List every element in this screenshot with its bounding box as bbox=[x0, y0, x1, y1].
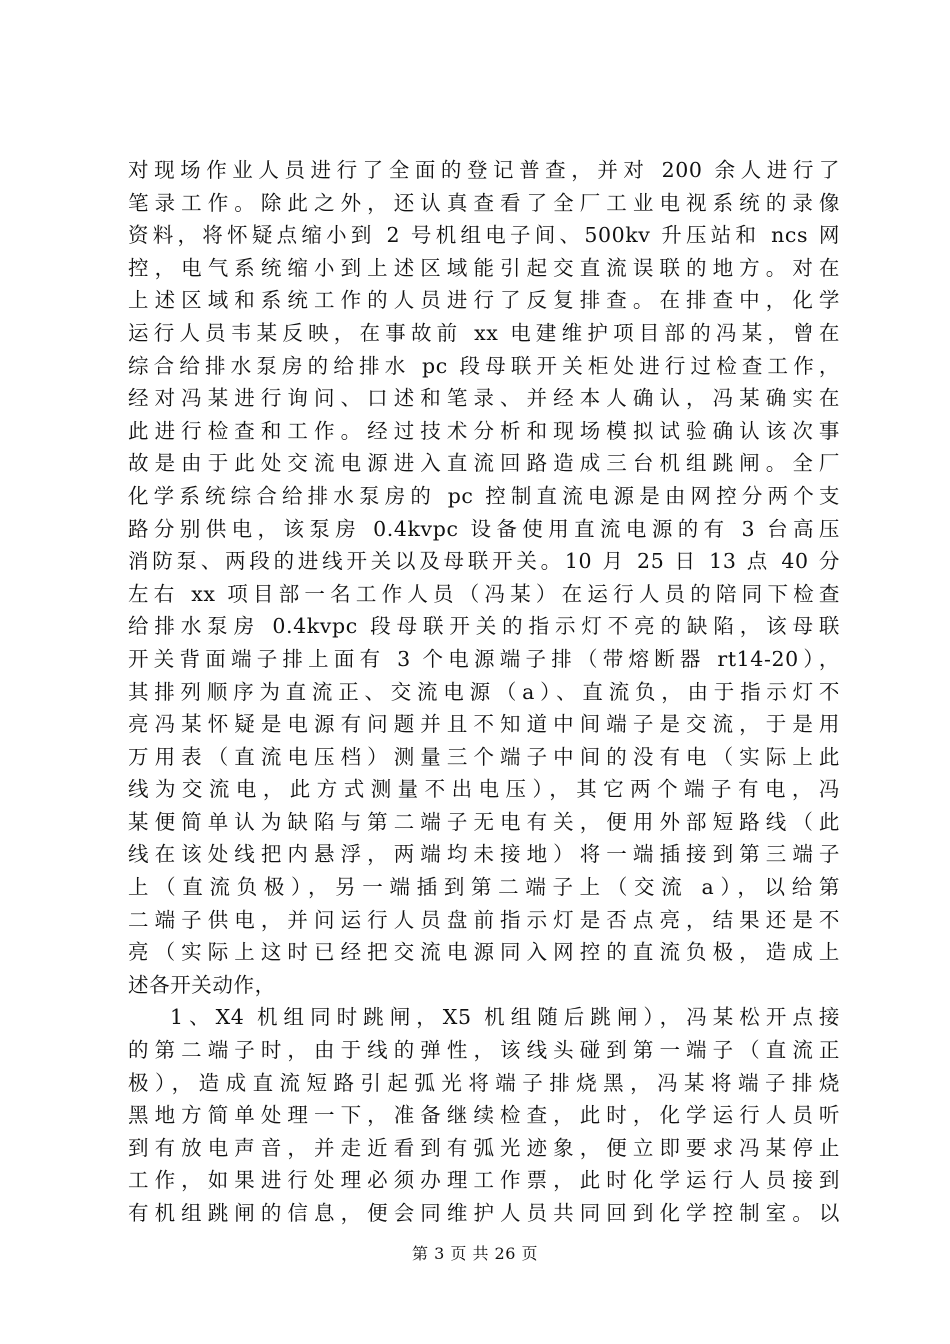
text-line: 极），造成直流短路引起弧光将端子排烧黑，冯某将端子排烧 bbox=[128, 1070, 840, 1095]
text-line: 路分别供电，该泵房 0.4kvpc 设备使用直流电源的有 3 台高压 bbox=[128, 516, 840, 541]
text-line: 给排水泵房 0.4kvpc 段母联开关的指示灯不亮的缺陷，该母联 bbox=[128, 614, 840, 639]
page-number: 第 3 页 共 26 页 bbox=[412, 1244, 538, 1263]
text-line: 线为交流电，此方式测量不出电压），其它两个端子有电，冯 bbox=[128, 777, 840, 802]
text-line: 资料，将怀疑点缩小到 2 号机组电子间、500kv 升压站和 ncs 网 bbox=[128, 223, 840, 248]
text-line: 到有放电声音，并走近看到有弧光迹象，便立即要求冯某停止 bbox=[128, 1135, 840, 1160]
text-line: 万用表（直流电压档）测量三个端子中间的没有电（实际上此 bbox=[128, 744, 840, 769]
text-line: 综合给排水泵房的给排水 pc 段母联开关柜处进行过检查工作， bbox=[128, 353, 840, 378]
text-line: 亮（实际上这时已经把交流电源同入网控的直流负极，造成上 bbox=[128, 940, 840, 965]
text-line: 开关背面端子排上面有 3 个电源端子排（带熔断器 rt14-20）， bbox=[128, 646, 840, 671]
text-line: 黑地方简单处理一下，准备继续检查，此时，化学运行人员听 bbox=[128, 1103, 840, 1128]
text-line: 控，电气系统缩小到上述区域能引起交直流误联的地方。对在 bbox=[128, 255, 840, 280]
text-line: 述各开关动作， bbox=[128, 972, 276, 997]
text-line: 亮冯某怀疑是电源有问题并且不知道中间端子是交流，于是用 bbox=[128, 712, 840, 737]
text-line: 二端子供电，并问运行人员盘前指示灯是否点亮，结果还是不 bbox=[128, 907, 840, 932]
text-line: 某便简单认为缺陷与第二端子无电有关，便用外部短路线（此 bbox=[128, 809, 840, 834]
text-line: 上述区域和系统工作的人员进行了反复排查。在排查中，化学 bbox=[128, 288, 840, 313]
text-line: 对现场作业人员进行了全面的登记普查，并对 200 余人进行了 bbox=[128, 158, 840, 182]
page-footer bbox=[0, 1244, 950, 1264]
text-line: 经对冯某进行询问、口述和笔录、并经本人确认，冯某确实在 bbox=[128, 386, 840, 411]
body-text bbox=[128, 154, 840, 1230]
text-line: 运行人员韦某反映，在事故前 xx 电建维护项目部的冯某，曾在 bbox=[128, 320, 840, 345]
paragraph-first-line: 1、X4 机组同时跳闸，X5 机组随后跳闸），冯某松开点接 bbox=[170, 1005, 840, 1030]
text-line: 化学系统综合给排水泵房的 pc 控制直流电源是由网控分两个支 bbox=[128, 483, 840, 508]
text-line: 线在该处线把内悬浮，两端均未接地）将一端插接到第三端子 bbox=[128, 842, 840, 867]
text-line: 有机组跳闸的信息，便会同维护人员共同回到化学控制室。以 bbox=[128, 1201, 840, 1225]
text-line: 左右 xx 项目部一名工作人员（冯某）在运行人员的陪同下检查 bbox=[128, 581, 840, 606]
text-line: 其排列顺序为直流正、交流电源（a）、直流负，由于指示灯不 bbox=[128, 679, 840, 704]
text-line: 笔录工作。除此之外，还认真查看了全厂工业电视系统的录像 bbox=[128, 190, 840, 215]
text-line: 的第二端子时，由于线的弹性，该线头碰到第一端子（直流正 bbox=[128, 1038, 840, 1063]
text-line: 此进行检查和工作。经过技术分析和现场模拟试验确认该次事 bbox=[128, 418, 840, 443]
text-line: 上（直流负极），另一端插到第二端子上（交流 a），以给第 bbox=[128, 875, 840, 900]
text-line: 故是由于此处交流电源进入直流回路造成三台机组跳闸。全厂 bbox=[128, 451, 840, 476]
text-line: 消防泵、两段的进线开关以及母联开关。10 月 25 日 13 点 40 分 bbox=[128, 549, 840, 574]
text-line: 工作，如果进行处理必须办理工作票，此时化学运行人员接到 bbox=[128, 1168, 840, 1193]
